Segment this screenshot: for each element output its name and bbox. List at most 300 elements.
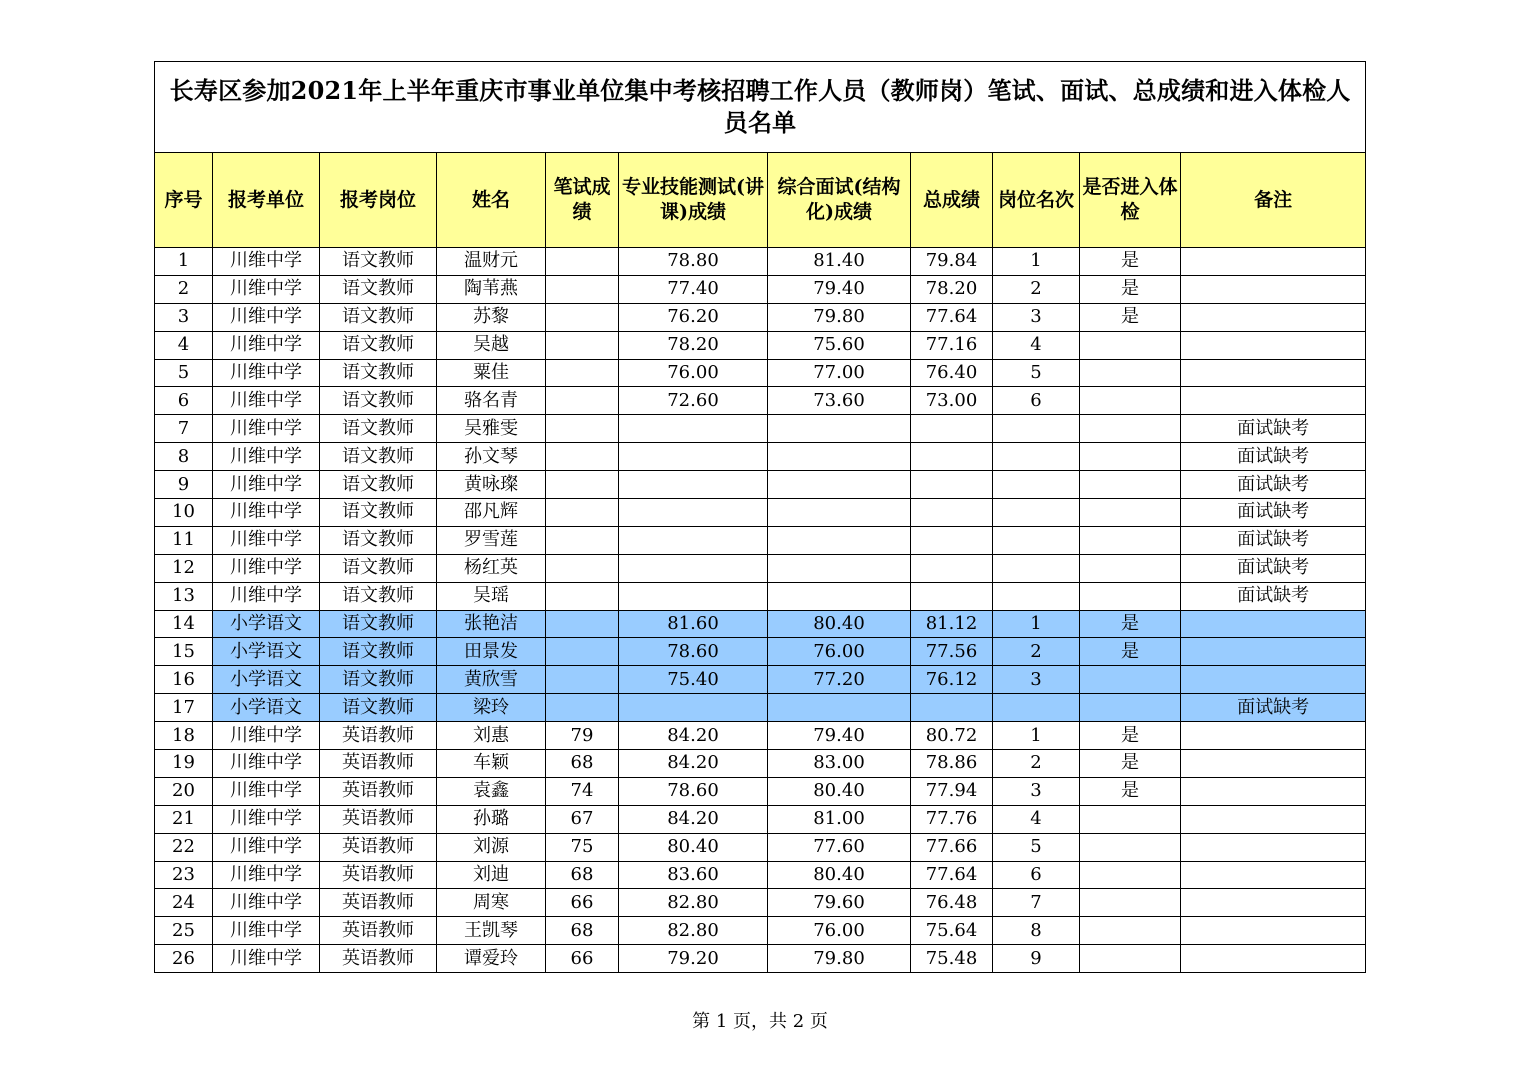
col-unit-cell: 川维中学 (213, 554, 320, 582)
col-total-cell: 78.20 (911, 275, 993, 303)
col-position-cell: 英语教师 (320, 917, 437, 945)
col-index-cell: 23 (155, 861, 213, 889)
col-interview-cell (768, 582, 911, 610)
col-unit-cell: 川维中学 (213, 359, 320, 387)
col-index-cell: 6 (155, 387, 213, 415)
col-position-cell: 语文教师 (320, 303, 437, 331)
col-index-cell: 12 (155, 554, 213, 582)
col-index-cell: 19 (155, 750, 213, 778)
col-interview-cell: 77.20 (768, 666, 911, 694)
col-unit-cell: 川维中学 (213, 889, 320, 917)
col-written-cell (546, 275, 619, 303)
col-position-cell: 英语教师 (320, 945, 437, 973)
col-skill-cell: 84.20 (619, 722, 768, 750)
col-skill-header: 专业技能测试(讲课)成绩 (619, 153, 768, 248)
col-remark-cell (1181, 275, 1366, 303)
col-remark-cell (1181, 248, 1366, 276)
col-rank-cell: 8 (993, 917, 1080, 945)
table-row (155, 387, 1366, 415)
col-written-cell (546, 248, 619, 276)
col-rank-header: 岗位名次 (993, 153, 1080, 248)
col-total-cell (911, 554, 993, 582)
table-row (155, 945, 1366, 973)
col-skill-cell (619, 499, 768, 527)
col-unit-cell: 川维中学 (213, 945, 320, 973)
table-row (155, 303, 1366, 331)
page-title: 长寿区参加2021年上半年重庆市事业单位集中考核招聘工作人员（教师岗）笔试、面试、总成绩和进入体检人员名单 (155, 62, 1366, 153)
col-written-cell (546, 666, 619, 694)
col-written-cell: 74 (546, 777, 619, 805)
col-index-cell: 16 (155, 666, 213, 694)
col-physical-cell: 是 (1080, 275, 1181, 303)
col-written-cell (546, 499, 619, 527)
col-total-cell: 76.12 (911, 666, 993, 694)
col-skill-cell: 78.60 (619, 638, 768, 666)
col-name-cell: 刘惠 (437, 722, 546, 750)
col-interview-cell: 76.00 (768, 638, 911, 666)
table-row (155, 471, 1366, 499)
table-row (155, 750, 1366, 778)
col-name-cell: 车颖 (437, 750, 546, 778)
col-physical-cell (1080, 889, 1181, 917)
table-row (155, 861, 1366, 889)
col-skill-cell: 76.00 (619, 359, 768, 387)
col-position-cell: 英语教师 (320, 750, 437, 778)
col-unit-cell: 川维中学 (213, 582, 320, 610)
col-name-cell: 苏黎 (437, 303, 546, 331)
col-position-cell: 英语教师 (320, 861, 437, 889)
col-position-cell: 语文教师 (320, 331, 437, 359)
col-interview-cell: 73.60 (768, 387, 911, 415)
col-physical-cell (1080, 387, 1181, 415)
col-remark-cell (1181, 359, 1366, 387)
col-name-cell: 吴雅雯 (437, 415, 546, 443)
col-skill-cell: 80.40 (619, 833, 768, 861)
table-row (155, 722, 1366, 750)
col-physical-cell (1080, 666, 1181, 694)
col-total-cell: 77.66 (911, 833, 993, 861)
col-physical-cell: 是 (1080, 610, 1181, 638)
col-interview-cell: 79.40 (768, 722, 911, 750)
col-written-cell (546, 303, 619, 331)
col-physical-cell: 是 (1080, 638, 1181, 666)
col-rank-cell: 5 (993, 833, 1080, 861)
col-position-cell: 语文教师 (320, 638, 437, 666)
col-index-cell: 26 (155, 945, 213, 973)
col-written-cell (546, 694, 619, 722)
col-position-cell: 语文教师 (320, 471, 437, 499)
col-remark-cell: 面试缺考 (1181, 694, 1366, 722)
col-skill-cell: 84.20 (619, 750, 768, 778)
col-remark-cell (1181, 610, 1366, 638)
col-skill-cell: 81.60 (619, 610, 768, 638)
col-interview-cell: 81.00 (768, 805, 911, 833)
col-physical-cell (1080, 415, 1181, 443)
col-physical-cell (1080, 833, 1181, 861)
col-interview-cell: 81.40 (768, 248, 911, 276)
col-rank-cell (993, 582, 1080, 610)
col-skill-cell: 82.80 (619, 917, 768, 945)
col-name-cell: 温财元 (437, 248, 546, 276)
col-total-cell: 75.64 (911, 917, 993, 945)
table-row (155, 777, 1366, 805)
col-rank-cell: 6 (993, 387, 1080, 415)
col-unit-header: 报考单位 (213, 153, 320, 248)
col-position-cell: 语文教师 (320, 275, 437, 303)
col-name-cell: 谭爱玲 (437, 945, 546, 973)
table-row (155, 443, 1366, 471)
col-index-cell: 14 (155, 610, 213, 638)
col-index-cell: 22 (155, 833, 213, 861)
col-position-cell: 语文教师 (320, 526, 437, 554)
col-index-cell: 1 (155, 248, 213, 276)
col-total-cell: 76.48 (911, 889, 993, 917)
col-index-cell: 7 (155, 415, 213, 443)
col-physical-cell: 是 (1080, 750, 1181, 778)
col-written-cell: 67 (546, 805, 619, 833)
col-unit-cell: 川维中学 (213, 722, 320, 750)
col-physical-cell: 是 (1080, 722, 1181, 750)
col-skill-cell (619, 554, 768, 582)
col-total-cell (911, 415, 993, 443)
col-written-cell: 66 (546, 945, 619, 973)
col-position-cell: 英语教师 (320, 805, 437, 833)
col-name-cell: 黄欣雪 (437, 666, 546, 694)
col-interview-cell: 80.40 (768, 777, 911, 805)
table-row (155, 248, 1366, 276)
col-rank-cell: 1 (993, 248, 1080, 276)
col-total-cell: 77.16 (911, 331, 993, 359)
col-unit-cell: 小学语文 (213, 610, 320, 638)
col-remark-cell (1181, 777, 1366, 805)
col-unit-cell: 川维中学 (213, 415, 320, 443)
col-rank-cell (993, 694, 1080, 722)
col-interview-cell: 83.00 (768, 750, 911, 778)
table-row (155, 917, 1366, 945)
col-total-cell: 77.56 (911, 638, 993, 666)
col-skill-cell (619, 443, 768, 471)
col-written-cell: 75 (546, 833, 619, 861)
table-body (155, 248, 1366, 973)
col-name-cell: 王凯琴 (437, 917, 546, 945)
col-physical-cell (1080, 945, 1181, 973)
col-remark-cell: 面试缺考 (1181, 582, 1366, 610)
col-remark-cell: 面试缺考 (1181, 443, 1366, 471)
col-remark-cell (1181, 945, 1366, 973)
table-row (155, 275, 1366, 303)
col-unit-cell: 川维中学 (213, 777, 320, 805)
col-total-cell (911, 471, 993, 499)
table-row (155, 415, 1366, 443)
col-interview-header: 综合面试(结构化)成绩 (768, 153, 911, 248)
col-interview-cell: 79.80 (768, 303, 911, 331)
col-remark-cell (1181, 861, 1366, 889)
col-written-cell (546, 526, 619, 554)
col-skill-cell: 76.20 (619, 303, 768, 331)
col-position-cell: 语文教师 (320, 582, 437, 610)
col-name-cell: 刘迪 (437, 861, 546, 889)
col-interview-cell: 75.60 (768, 331, 911, 359)
col-unit-cell: 川维中学 (213, 750, 320, 778)
col-unit-cell: 川维中学 (213, 499, 320, 527)
col-total-cell: 76.40 (911, 359, 993, 387)
col-name-header: 姓名 (437, 153, 546, 248)
table-row (155, 833, 1366, 861)
col-name-cell: 梁玲 (437, 694, 546, 722)
col-physical-cell (1080, 471, 1181, 499)
col-rank-cell: 3 (993, 666, 1080, 694)
col-unit-cell: 小学语文 (213, 666, 320, 694)
col-remark-cell (1181, 917, 1366, 945)
table-row (155, 694, 1366, 722)
col-rank-cell: 3 (993, 303, 1080, 331)
col-rank-cell: 1 (993, 722, 1080, 750)
col-name-cell: 骆名青 (437, 387, 546, 415)
col-index-cell: 3 (155, 303, 213, 331)
col-name-cell: 张艳洁 (437, 610, 546, 638)
col-remark-cell (1181, 750, 1366, 778)
col-skill-cell: 77.40 (619, 275, 768, 303)
table-row (155, 499, 1366, 527)
results-table (154, 61, 1366, 973)
col-remark-cell (1181, 666, 1366, 694)
col-name-cell: 刘源 (437, 833, 546, 861)
col-rank-cell: 3 (993, 777, 1080, 805)
col-remark-cell (1181, 889, 1366, 917)
table-row (155, 666, 1366, 694)
col-name-cell: 周寒 (437, 889, 546, 917)
col-index-cell: 21 (155, 805, 213, 833)
col-total-header: 总成绩 (911, 153, 993, 248)
col-rank-cell: 4 (993, 805, 1080, 833)
col-position-cell: 语文教师 (320, 359, 437, 387)
col-name-cell: 粟佳 (437, 359, 546, 387)
col-physical-cell (1080, 359, 1181, 387)
table-row (155, 610, 1366, 638)
col-name-cell: 黄咏璨 (437, 471, 546, 499)
col-name-cell: 罗雪莲 (437, 526, 546, 554)
col-unit-cell: 川维中学 (213, 303, 320, 331)
col-name-cell: 陶苇燕 (437, 275, 546, 303)
col-physical-cell (1080, 694, 1181, 722)
col-total-cell: 80.72 (911, 722, 993, 750)
col-rank-cell: 9 (993, 945, 1080, 973)
col-unit-cell: 川维中学 (213, 526, 320, 554)
col-rank-cell: 7 (993, 889, 1080, 917)
col-position-cell: 语文教师 (320, 415, 437, 443)
col-remark-cell (1181, 303, 1366, 331)
col-written-cell: 68 (546, 917, 619, 945)
col-index-cell: 11 (155, 526, 213, 554)
col-written-cell (546, 415, 619, 443)
col-remark-cell: 面试缺考 (1181, 471, 1366, 499)
col-interview-cell: 80.40 (768, 861, 911, 889)
col-skill-cell (619, 415, 768, 443)
col-interview-cell: 77.60 (768, 833, 911, 861)
col-written-cell (546, 582, 619, 610)
col-index-cell: 10 (155, 499, 213, 527)
col-written-cell: 79 (546, 722, 619, 750)
col-position-cell: 语文教师 (320, 248, 437, 276)
col-rank-cell (993, 443, 1080, 471)
col-written-cell (546, 554, 619, 582)
col-name-cell: 孙璐 (437, 805, 546, 833)
col-interview-cell (768, 526, 911, 554)
col-index-cell: 4 (155, 331, 213, 359)
col-interview-cell (768, 499, 911, 527)
table-row (155, 554, 1366, 582)
col-skill-cell: 72.60 (619, 387, 768, 415)
col-rank-cell: 1 (993, 610, 1080, 638)
col-name-cell: 杨红英 (437, 554, 546, 582)
col-physical-cell (1080, 861, 1181, 889)
col-written-cell: 68 (546, 861, 619, 889)
col-remark-cell: 面试缺考 (1181, 415, 1366, 443)
col-unit-cell: 川维中学 (213, 331, 320, 359)
col-unit-cell: 小学语文 (213, 694, 320, 722)
col-total-cell (911, 526, 993, 554)
col-index-cell: 17 (155, 694, 213, 722)
col-interview-cell: 79.80 (768, 945, 911, 973)
col-total-cell: 75.48 (911, 945, 993, 973)
col-total-cell: 77.94 (911, 777, 993, 805)
col-physical-cell (1080, 554, 1181, 582)
col-rank-cell (993, 526, 1080, 554)
col-position-cell: 语文教师 (320, 554, 437, 582)
col-written-cell: 66 (546, 889, 619, 917)
col-index-cell: 2 (155, 275, 213, 303)
col-rank-cell (993, 554, 1080, 582)
col-physical-cell (1080, 499, 1181, 527)
col-name-cell: 孙文琴 (437, 443, 546, 471)
table-row (155, 582, 1366, 610)
col-physical-cell (1080, 917, 1181, 945)
col-remark-cell (1181, 331, 1366, 359)
col-unit-cell: 川维中学 (213, 805, 320, 833)
col-unit-cell: 川维中学 (213, 861, 320, 889)
col-written-cell (546, 359, 619, 387)
col-written-cell (546, 387, 619, 415)
col-skill-cell: 83.60 (619, 861, 768, 889)
col-unit-cell: 川维中学 (213, 833, 320, 861)
col-physical-cell (1080, 443, 1181, 471)
col-index-cell: 15 (155, 638, 213, 666)
col-position-cell: 语文教师 (320, 694, 437, 722)
col-position-cell: 语文教师 (320, 387, 437, 415)
col-rank-cell (993, 471, 1080, 499)
col-interview-cell (768, 415, 911, 443)
col-rank-cell: 2 (993, 638, 1080, 666)
col-position-cell: 语文教师 (320, 499, 437, 527)
column-header-row (155, 153, 1366, 248)
col-rank-cell: 2 (993, 275, 1080, 303)
col-unit-cell: 川维中学 (213, 275, 320, 303)
col-interview-cell: 77.00 (768, 359, 911, 387)
col-total-cell (911, 582, 993, 610)
col-physical-cell (1080, 526, 1181, 554)
col-index-cell: 18 (155, 722, 213, 750)
col-skill-cell: 84.20 (619, 805, 768, 833)
col-name-cell: 田景发 (437, 638, 546, 666)
col-position-cell: 语文教师 (320, 610, 437, 638)
col-skill-cell: 75.40 (619, 666, 768, 694)
col-rank-cell: 6 (993, 861, 1080, 889)
col-total-cell: 77.64 (911, 861, 993, 889)
col-remark-cell (1181, 722, 1366, 750)
col-remark-header: 备注 (1181, 153, 1366, 248)
col-unit-cell: 小学语文 (213, 638, 320, 666)
col-name-cell: 吴瑶 (437, 582, 546, 610)
col-remark-cell (1181, 387, 1366, 415)
col-index-cell: 24 (155, 889, 213, 917)
col-position-cell: 语文教师 (320, 443, 437, 471)
col-skill-cell: 82.80 (619, 889, 768, 917)
col-position-cell: 英语教师 (320, 722, 437, 750)
col-physical-header: 是否进入体检 (1080, 153, 1181, 248)
col-written-cell (546, 331, 619, 359)
col-rank-cell (993, 499, 1080, 527)
col-skill-cell (619, 471, 768, 499)
col-unit-cell: 川维中学 (213, 248, 320, 276)
col-index-cell: 9 (155, 471, 213, 499)
col-skill-cell (619, 694, 768, 722)
col-interview-cell: 79.40 (768, 275, 911, 303)
col-interview-cell: 79.60 (768, 889, 911, 917)
col-position-cell: 语文教师 (320, 666, 437, 694)
col-name-cell: 邵凡辉 (437, 499, 546, 527)
col-physical-cell (1080, 582, 1181, 610)
col-skill-cell: 78.20 (619, 331, 768, 359)
col-skill-cell: 78.60 (619, 777, 768, 805)
col-remark-cell: 面试缺考 (1181, 554, 1366, 582)
col-index-cell: 25 (155, 917, 213, 945)
col-physical-cell: 是 (1080, 777, 1181, 805)
col-skill-cell: 79.20 (619, 945, 768, 973)
col-physical-cell (1080, 331, 1181, 359)
page-footer: 第 1 页，共 2 页 (692, 1011, 828, 1032)
col-written-header: 笔试成绩 (546, 153, 619, 248)
col-skill-cell (619, 526, 768, 554)
col-physical-cell (1080, 805, 1181, 833)
col-total-cell: 73.00 (911, 387, 993, 415)
col-written-cell (546, 638, 619, 666)
col-total-cell: 78.86 (911, 750, 993, 778)
col-position-cell: 英语教师 (320, 777, 437, 805)
col-name-cell: 吴越 (437, 331, 546, 359)
col-written-cell (546, 610, 619, 638)
col-total-cell (911, 443, 993, 471)
col-total-cell: 79.84 (911, 248, 993, 276)
col-interview-cell (768, 443, 911, 471)
col-written-cell (546, 443, 619, 471)
col-remark-cell: 面试缺考 (1181, 526, 1366, 554)
col-total-cell: 81.12 (911, 610, 993, 638)
col-position-cell: 英语教师 (320, 833, 437, 861)
table-row (155, 526, 1366, 554)
col-written-cell (546, 471, 619, 499)
table-row (155, 805, 1366, 833)
col-interview-cell: 76.00 (768, 917, 911, 945)
col-unit-cell: 川维中学 (213, 471, 320, 499)
table-row (155, 331, 1366, 359)
col-position-header: 报考岗位 (320, 153, 437, 248)
col-remark-cell: 面试缺考 (1181, 499, 1366, 527)
col-position-cell: 英语教师 (320, 889, 437, 917)
col-rank-cell: 4 (993, 331, 1080, 359)
col-skill-cell (619, 582, 768, 610)
col-total-cell: 77.76 (911, 805, 993, 833)
col-rank-cell: 2 (993, 750, 1080, 778)
